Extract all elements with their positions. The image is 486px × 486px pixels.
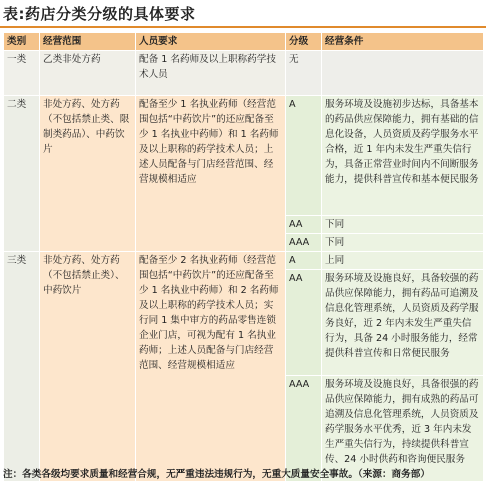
conditions-cell: 服务环境及设施良好，具备很强的药品供应保障能力，拥有成熟的药品可追溯及信息化管理系统，人员资质及药学服务水平优秀，近 3 年内未发生严重失信行为，持续提供科普宣传、24 小时供药和咨询便民服务 [322, 376, 484, 482]
conditions-cell: 下同 [322, 234, 484, 252]
table-header-row [4, 33, 484, 51]
pharmacy-classification-table [3, 32, 484, 482]
page-title: 表:药店分类分级的具体要求 [3, 5, 196, 23]
scope-cell: 非处方药、处方药（不包括禁止类、限制类药品）、中药饮片 [40, 96, 136, 252]
grade-cell: AA [286, 216, 322, 234]
conditions-cell: 上同 [322, 252, 484, 270]
grade-cell: A [286, 252, 322, 270]
scope-cell: 非处方药、处方药（不包括禁止类）、中药饮片 [40, 252, 136, 482]
footnote: 注：各类各级均要求质量和经营合规，无严重违法违规行为，无重大质量安全事故。（来源：商务部） [3, 469, 430, 480]
header-grade: 分级 [286, 33, 322, 51]
staff-cell: 配备至少 2 名执业药师（经营范围包括“中药饮片”的还应配备至少 1 名执业中药师）和 2 名药师及以上职称的药学技术人员；实行同 1 集中审方的药品零售连锁企业门店，可视为配有 1 名执业药师；上述人员配备与门店经营范围、经营规模相适应 [136, 252, 286, 482]
category-cell: 三类 [4, 252, 40, 482]
staff-cell: 配备 1 名药师及以上职称药学技术人员 [136, 51, 286, 96]
category-cell: 一类 [4, 51, 40, 96]
scope-cell: 乙类非处方药 [40, 51, 136, 96]
table-row [4, 252, 484, 270]
table-row [4, 51, 484, 96]
conditions-cell [322, 51, 484, 96]
grade-cell: 无 [286, 51, 322, 96]
header-staff: 人员要求 [136, 33, 286, 51]
grade-cell: AAA [286, 234, 322, 252]
grade-cell: AA [286, 270, 322, 376]
conditions-cell: 服务环境及设施初步达标，具备基本的药品供应保障能力，拥有基础的信息化设备，人员资质及药学服务水平合格，近 1 年内未发生严重失信行为，具备正常营业时间内不间断服务能力，提供科普宣传和基本便民服务 [322, 96, 484, 216]
header-scope: 经营范围 [40, 33, 136, 51]
conditions-cell: 下同 [322, 216, 484, 234]
table-row [4, 96, 484, 216]
grade-cell: AAA [286, 376, 322, 482]
title-divider [0, 26, 486, 28]
staff-cell: 配备至少 1 名执业药师（经营范围包括“中药饮片”的还应配备至少 1 名执业中药师）和 1 名药师及以上职称的药学技术人员；上述人员配备与门店经营范围、经营规模相适应 [136, 96, 286, 252]
grade-cell: A [286, 96, 322, 216]
header-conditions: 经营条件 [322, 33, 484, 51]
conditions-cell: 服务环境及设施良好，具备较强的药品供应保障能力，拥有药品可追溯及信息化管理系统，人员资质及药学服务良好，近 2 年内未发生严重失信行为，具备 24 小时服务能力，经常提供科普宣传和日常便民服务 [322, 270, 484, 376]
category-cell: 二类 [4, 96, 40, 252]
header-category: 类别 [4, 33, 40, 51]
